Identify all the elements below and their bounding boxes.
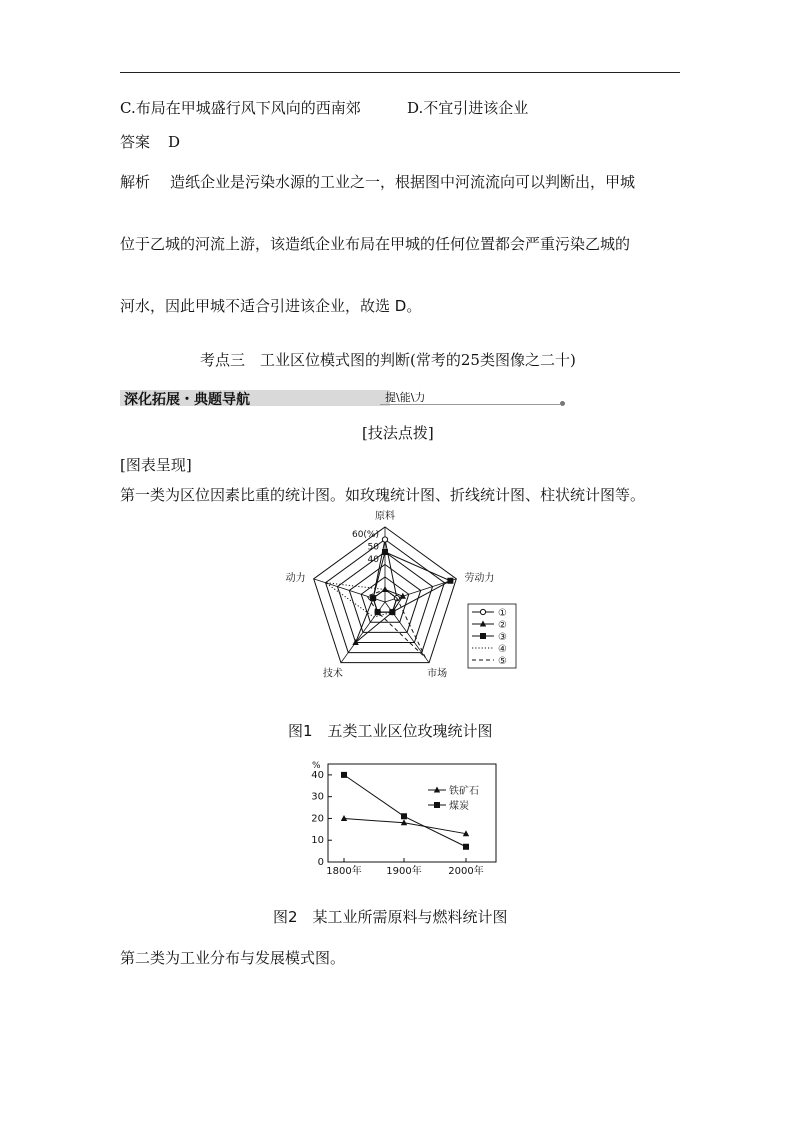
section-title: 考点三 工业区位模式图的判断(常考的25类图像之二十) (200, 351, 576, 369)
line-ytick-label: 10 (311, 835, 324, 847)
radar-point (447, 578, 453, 584)
line-point (463, 844, 469, 850)
radar-point (382, 537, 387, 542)
line-ytick-label: 20 (311, 813, 324, 825)
radar-point (370, 595, 376, 601)
banner-dot (560, 401, 565, 406)
radar-tick-label: 50 (367, 542, 379, 553)
line-legend-label: 煤炭 (449, 801, 469, 812)
analysis-text-1: 造纸企业是污染水源的工业之一，根据图中河流流向可以判断出，甲城 (170, 173, 636, 191)
line-ytick-label: 0 (317, 857, 324, 868)
line-ytick-label: 30 (311, 791, 324, 803)
line-ytick-label: 40 (311, 769, 324, 781)
radar-axis-label: 劳动力 (464, 572, 495, 584)
radar-chart (280, 510, 520, 685)
line-legend-marker (434, 802, 440, 808)
intro-text-2: 第二类为工业分布与发展模式图。 (120, 949, 346, 967)
radar-legend-label: ② (498, 620, 507, 631)
radar-axis-label: 原料 (375, 511, 395, 522)
radar-point (382, 549, 388, 555)
radar-axis-label: 动力 (285, 572, 306, 584)
fig2-caption: 图2 某工业所需原料与燃料统计图 (273, 908, 508, 926)
line-xtick-label: 2000年 (448, 866, 484, 877)
radar-legend-label: ⑤ (498, 656, 507, 667)
radar-tick-label: 60(%) (351, 530, 379, 540)
line-point (341, 772, 347, 778)
banner-title: 深化拓展・典题导航 (124, 392, 250, 408)
analysis-text-3: 河水，因此甲城不适合引进该企业，故选 D。 (120, 297, 422, 315)
line-point (401, 813, 407, 819)
line-legend-label: 铁矿石 (449, 786, 479, 797)
skill-title: [技法点拨] (362, 424, 434, 442)
radar-axis-label: 市场 (427, 668, 448, 680)
line-xtick-label: 1800年 (326, 866, 362, 877)
radar-legend-marker (480, 633, 486, 639)
radar-tick-label: 40 (367, 555, 379, 565)
line-chart (300, 756, 505, 884)
chart-intro-label: [图表呈现] (120, 456, 192, 474)
fig1-caption: 图1 五类工业区位玫瑰统计图 (288, 722, 493, 740)
line-xtick-label: 1900年 (386, 866, 422, 877)
answer-value: D (168, 133, 181, 151)
analysis-text-2: 位于乙城的河流上游，该造纸企业布局在甲城的任何位置都会严重污染乙城的 (120, 235, 631, 253)
radar-legend-label: ③ (498, 632, 507, 643)
radar-legend-label: ① (498, 608, 507, 619)
line-plot-frame (328, 764, 496, 862)
option-c: C.布局在甲城盛行风下风向的西南郊 (120, 99, 361, 117)
intro-text-1: 第一类为区位因素比重的统计图。如玫瑰统计图、折线统计图、柱状统计图等。 (120, 486, 646, 504)
line-ylabel: % (312, 761, 321, 771)
banner-subtitle: 提\能\力 (385, 391, 426, 404)
analysis-label: 解析 (120, 173, 151, 191)
answer-label: 答案 (120, 133, 151, 151)
radar-axis-label: 技术 (322, 668, 343, 680)
radar-grid (314, 527, 457, 663)
header-rule (120, 72, 680, 73)
radar-labels (286, 510, 495, 680)
radar-legend-label: ④ (498, 644, 507, 655)
radar-legend-marker (480, 609, 485, 614)
option-d: D.不宜引进该企业 (407, 99, 529, 117)
radar-legend (468, 604, 516, 668)
